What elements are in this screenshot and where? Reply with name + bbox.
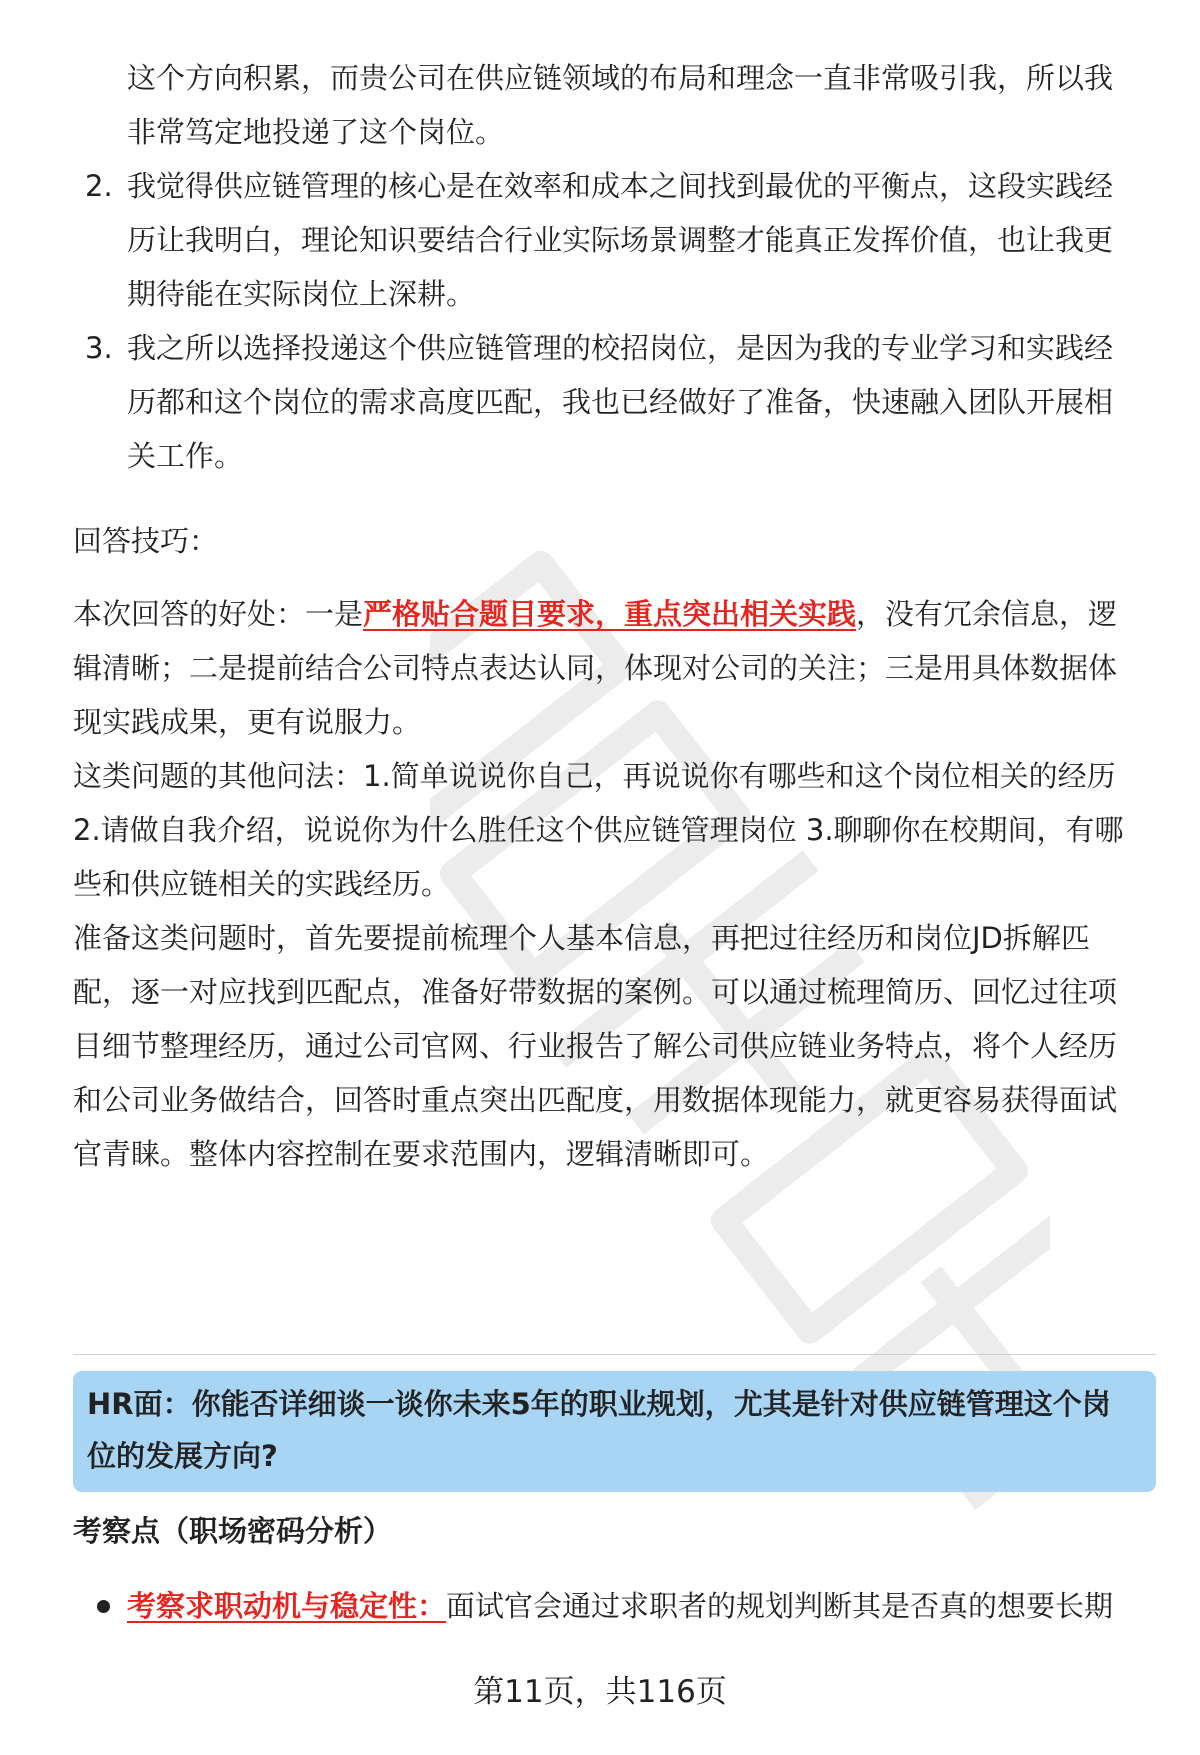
benefit-highlight: 严格贴合题目要求，重点突出相关实践 [363, 597, 857, 631]
item-3-line-2: 历都和这个岗位的需求高度匹配，我也已经做好了准备，快速融入团队开展相 [127, 385, 1114, 419]
bullet-dot-icon [97, 1600, 110, 1613]
item-1-line-1: 这个方向积累，而贵公司在供应链领域的布局和理念一直非常吸引我，所以我 [127, 61, 1114, 95]
benefit-line-2: 辑清晰；二是提前结合公司特点表达认同，体现对公司的关注；三是用具体数据体 [73, 651, 1118, 685]
other-questions-line-1: 这类问题的其他问法：1.简单说说你自己，再说说你有哪些和这个岗位相关的经历 [73, 759, 1116, 793]
benefit-line-1-rest: ，没有冗余信息，逻 [856, 597, 1118, 631]
prepare-line-4: 和公司业务做结合，回答时重点突出匹配度，用数据体现能力，就更容易获得面试 [73, 1083, 1118, 1117]
benefit-prefix: 本次回答的好处：一是 [73, 597, 364, 631]
item-3-line-1: 我之所以选择投递这个供应链管理的校招岗位，是因为我的专业学习和实践经 [127, 331, 1114, 365]
section-divider [73, 1354, 1156, 1355]
benefit-line-3: 现实践成果，更有说服力。 [73, 705, 422, 739]
bullet-text: 面试官会通过求职者的规划判断其是否真的想要长期 [446, 1589, 1114, 1623]
benefit-line-1 [73, 584, 1117, 644]
tips-heading: 回答技巧： [73, 524, 219, 558]
page-number: 第11页，共116页 [473, 1674, 727, 1710]
item-2-line-1: 我觉得供应链管理的核心是在效率和成本之间找到最优的平衡点，这段实践经 [127, 169, 1114, 203]
list-number: 3. [85, 331, 113, 365]
prepare-line-2: 配，逐一对应找到匹配点，准备好带数据的案例。可以通过梳理简历、回忆过往项 [73, 975, 1118, 1009]
prepare-line-3: 目细节整理经历，通过公司官网、行业报告了解公司供应链业务特点，将个人经历 [73, 1029, 1118, 1063]
prepare-line-5: 官青睐。整体内容控制在要求范围内，逻辑清晰即可。 [73, 1137, 770, 1171]
item-3-line-3: 关工作。 [127, 439, 244, 473]
hr-question [87, 1378, 1127, 1482]
item-2-line-3: 期待能在实际岗位上深耕。 [127, 277, 476, 311]
hr-question-line-2: 位的发展方向? [87, 1439, 278, 1473]
bullet-item [127, 1576, 1113, 1636]
other-questions-line-3: 些和供应链相关的实践经历。 [73, 867, 451, 901]
section-heading: 考察点（职场密码分析） [73, 1514, 393, 1548]
item-1-line-2: 非常笃定地投递了这个岗位。 [127, 115, 505, 149]
bullet-highlight: 考察求职动机与稳定性： [127, 1589, 447, 1623]
list-number: 2. [85, 169, 113, 203]
hr-question-line-1: HR面：你能否详细谈一谈你未来5年的职业规划，尤其是针对供应链管理这个岗 [87, 1387, 1111, 1421]
prepare-line-1: 准备这类问题时，首先要提前梳理个人基本信息，再把过往经历和岗位JD拆解匹 [73, 921, 1090, 955]
other-questions-line-2: 2.请做自我介绍，说说你为什么胜任这个供应链管理岗位 3.聊聊你在校期间，有哪 [73, 813, 1124, 847]
item-2-line-2: 历让我明白，理论知识要结合行业实际场景调整才能真正发挥价值，也让我更 [127, 223, 1114, 257]
